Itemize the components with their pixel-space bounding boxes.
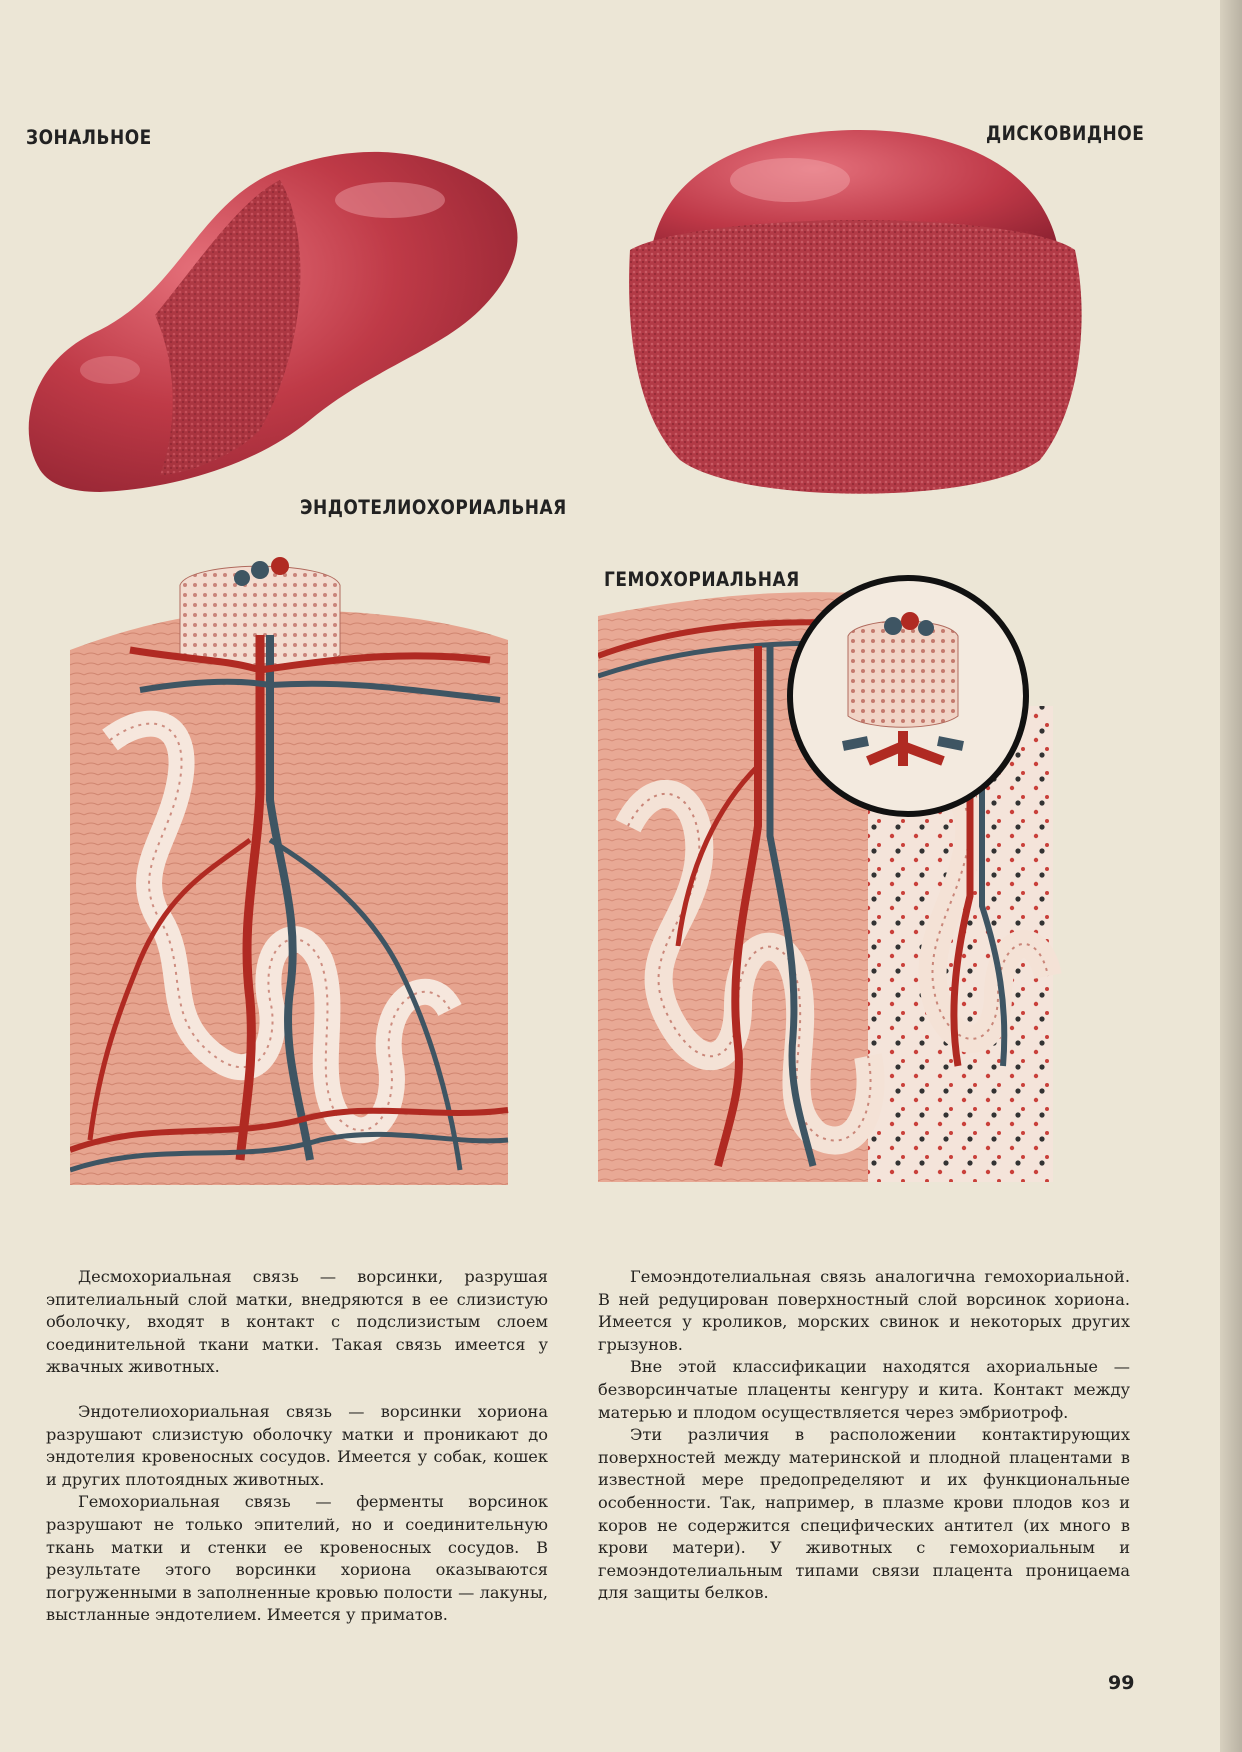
caption-hemochorial: ГЕМОХОРИАЛЬНАЯ	[604, 568, 800, 592]
paragraph-hemoendothelial: Гемоэндотелиальная связь аналогична гемохориальной. В ней редуцирован поверхностный слой ворсинок хориона. Имеется у кроликов, морских свинок и некоторых других грызунов.	[598, 1267, 1130, 1354]
left-text-column	[46, 1266, 548, 1627]
page-number: 99	[1108, 1672, 1135, 1694]
zonal-placenta-illustration	[10, 140, 550, 500]
paragraph-endotheliochorial: Эндотелиохориальная связь — ворсинки хориона разрушают слизистую оболочку матки и проникают до эндотелия кровеносных сосудов. Имеется у собак, кошек и других плотоядных животных.	[46, 1401, 548, 1489]
paragraph-achorial: Вне этой классификации находятся ахориальные — безворсинчатые плаценты кенгуру и кита. Контакт между матерью и плодом осуществляется через эмбриотроф.	[598, 1357, 1130, 1422]
caption-endotheliochorial: ЭНДОТЕЛИОХОРИАЛЬНАЯ	[300, 496, 567, 520]
caption-zonal: ЗОНАЛЬНОЕ	[26, 126, 152, 150]
discoid-placenta-illustration	[620, 120, 1100, 520]
hemochorial-section-illustration	[598, 566, 1138, 1182]
paragraph-functional-differences: Эти различия в расположении контактирующих поверхностей между материнской и плодной плацентами в известной мере предопределяют и их функциональные особенности. Так, например, в плазме крови плодов коз и коров не содержится специфических антител (их много в крови матери). У животных с гемохориальным и гемоэндотелиальным типами связи плацента проницаема для защиты белков.	[598, 1425, 1130, 1603]
right-text-column	[598, 1266, 1130, 1605]
caption-discoid: ДИСКОВИДНОЕ	[986, 122, 1145, 146]
page-edge	[1220, 0, 1242, 1752]
endotheliochorial-section-illustration	[70, 540, 510, 1185]
paragraph-hemochorial: Гемохориальная связь — ферменты ворсинок разрушают не только эпителий, но и соединительную ткань матки и стенки ее кровеносных сосудов. В результате этого ворсинки хориона оказываются погруженными в заполненные кровью полости — лакуны, выстланные эндотелием. Имеется у приматов.	[46, 1492, 548, 1625]
paragraph-desmochorial: Десмохориальная связь — ворсинки, разрушая эпителиальный слой матки, внедряются в ее слизистую оболочку, входят в контакт с подслизистым слоем соединительной ткани матки. Такая связь имеется у жвачных животных.	[46, 1267, 548, 1377]
